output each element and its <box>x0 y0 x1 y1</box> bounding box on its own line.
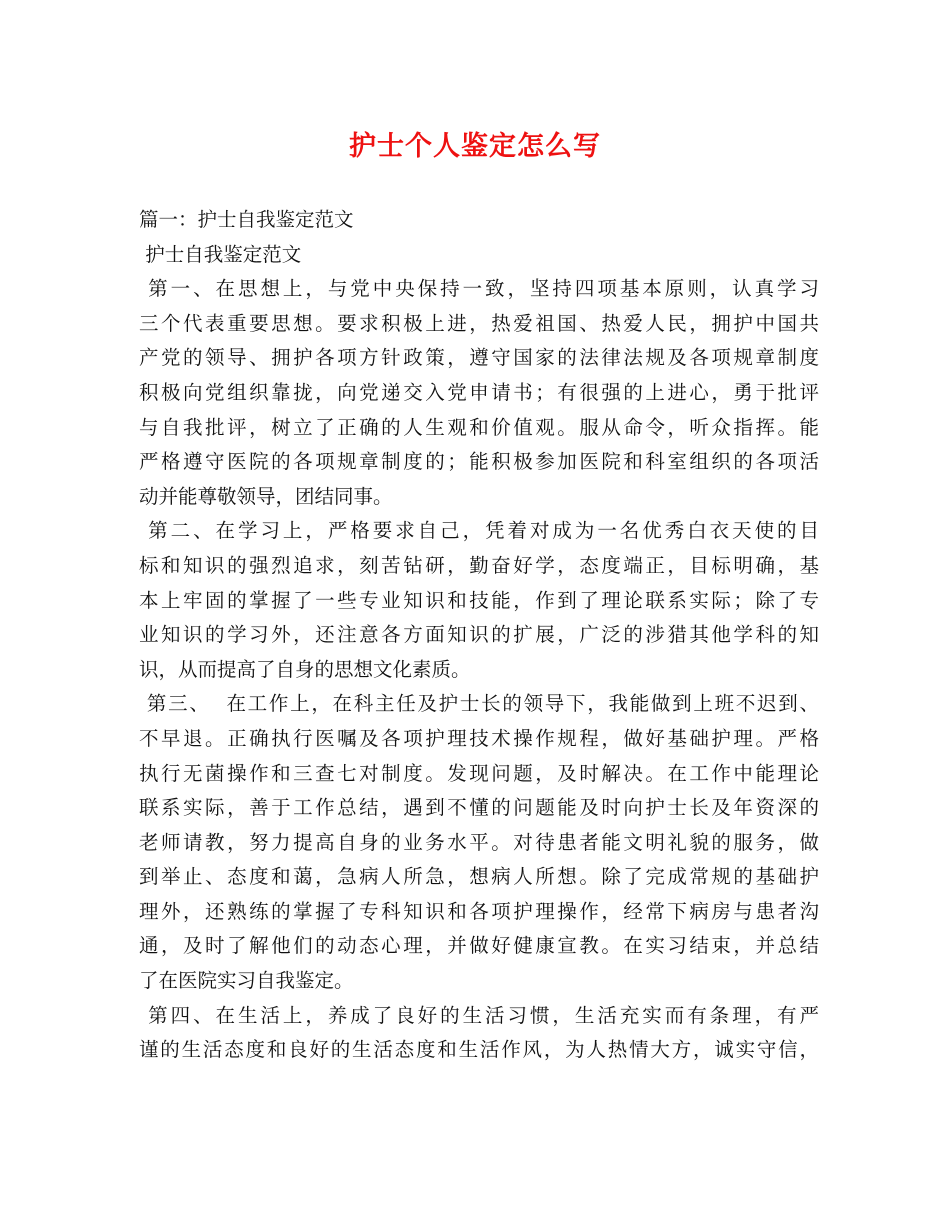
paragraph-line: 到举止、态度和蔼，急病人所急，想病人所想。除了完成常规的基础护 <box>139 865 819 889</box>
paragraph-line: 了在医院实习自我鉴定。 <box>139 969 354 993</box>
paragraph-line: 识，从而提高了自身的思想文化素质。 <box>139 657 471 681</box>
paragraph-line: 不早退。正确执行医嘱及各项护理技术操作规程，做好基础护理。严格 <box>139 726 819 750</box>
paragraph-line: 严格遵守医院的各项规章制度的；能积极参加医院和科室组织的各项活 <box>139 450 819 474</box>
paragraph-line: 三个代表重要思想。要求积极上进，热爱祖国、热爱人民，拥护中国共 <box>139 311 819 335</box>
paragraph-line: 标和知识的强烈追求，刻苦钻研，勤奋好学，态度端正，目标明确，基 <box>139 553 819 577</box>
paragraph-line: 谨的生活态度和良好的生活态度和生活作风，为人热情大方，诚实守信， <box>139 1038 819 1062</box>
paragraph-line: 老师请教，努力提高自身的业务水平。对待患者能文明礼貌的服务，做 <box>139 830 819 854</box>
paragraph-line: 积极向党组织靠拢，向党递交入党申请书；有很强的上进心，勇于批评 <box>139 380 819 404</box>
paragraph-line: 第二、在学习上，严格要求自己，凭着对成为一名优秀白衣天使的目 <box>139 519 819 543</box>
paragraph-line: 第四、在生活上，养成了良好的生活习惯，生活充实而有条理，有严 <box>139 1003 819 1027</box>
document-title: 护士个人鉴定怎么写 <box>349 131 601 162</box>
document-body <box>139 203 819 1068</box>
paragraph-line: 动并能尊敬领导，团结同事。 <box>139 484 393 508</box>
paragraph-line: 执行无菌操作和三查七对制度。发现问题，及时解决。在工作中能理论 <box>139 761 819 785</box>
paragraph-line: 篇一：护士自我鉴定范文 <box>139 208 354 231</box>
paragraph-line: 通，及时了解他们的动态心理，并做好健康宣教。在实习结束，并总结 <box>139 934 819 958</box>
paragraph-line: 联系实际，善于工作总结，遇到不懂的问题能及时向护士长及年资深的 <box>139 796 819 820</box>
paragraph-line: 理外，还熟练的掌握了专科知识和各项护理操作，经常下病房与患者沟 <box>139 899 819 923</box>
paragraph-line: 第一、在思想上，与党中央保持一致，坚持四项基本原则，认真学习 <box>139 277 819 301</box>
paragraph-line: 业知识的学习外，还注意各方面知识的扩展，广泛的涉猎其他学科的知 <box>139 623 819 647</box>
paragraph-line: 产党的领导、拥护各项方针政策，遵守国家的法律法规及各项规章制度 <box>139 346 819 370</box>
paragraph-line: 本上牢固的掌握了一些专业知识和技能，作到了理论联系实际；除了专 <box>139 588 819 612</box>
paragraph-line: 护士自我鉴定范文 <box>139 242 302 266</box>
paragraph-line: 与自我批评，树立了正确的人生观和价值观。服从命令，听众指挥。能 <box>139 415 819 439</box>
paragraph-line: 第三、 在工作上，在科主任及护士长的领导下，我能做到上班不迟到、 <box>139 692 819 716</box>
